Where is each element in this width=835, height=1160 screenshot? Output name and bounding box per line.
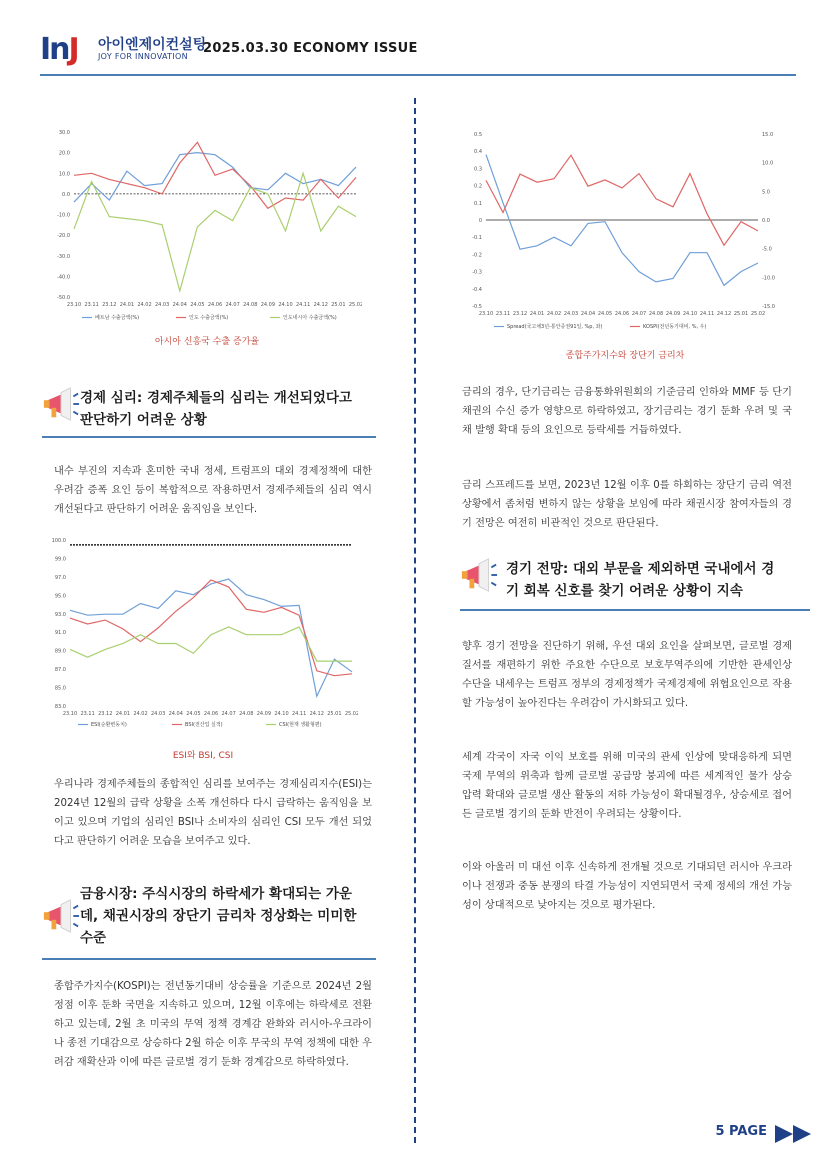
y-tick-label: 30.0	[58, 130, 70, 136]
header-divider	[40, 74, 796, 76]
export-growth-chart-svg	[52, 120, 362, 325]
x-tick-label: 24.08	[239, 711, 254, 717]
paragraph-kospi: 종합주가지수(KOSPI)는 전년동기대비 상승률을 기준으로 2024년 2월 정점 이후 둔화 국면을 지속하고 있으며, 12월 이후에는 하락세로 전환하고 있는데, 2월 초 미국의 무역 정책 경계감 완화와 러시아-우크라이나 종전 기대감으로 상승하다 2월 하순 이후 무국의 무역 정책에 대한 우려감 재확산과 이에 따른 글로벌 경기 둔화 경계감으로 하락하였다.	[54, 981, 372, 1068]
x-tick-label: 24.01	[119, 302, 135, 308]
x-tick-label: 24.07	[221, 711, 236, 717]
paragraph-outlook-3: 이와 아울러 미 대선 이후 신속하게 전개될 것으로 기대되던 러시아 우크라이나 전쟁과 중동 분쟁의 타결 가능성이 지연되면서 국제 정세의 개선 가능성이 상대적으로 낮아지는 것으로 평가된다.	[462, 862, 792, 911]
export-growth-chart	[52, 120, 362, 325]
legend-label: 인도 수출금액(%)	[189, 315, 229, 321]
company-logo: InJ	[40, 32, 78, 67]
y-tick-label: 91.0	[54, 630, 66, 637]
x-tick-label: 24.10	[274, 711, 289, 717]
series-line	[74, 173, 356, 290]
series-line	[74, 142, 356, 208]
x-tick-label: 24.11	[295, 302, 311, 308]
y-tick-label: 95.0	[54, 593, 66, 600]
y-tick-label: 0.2	[474, 183, 482, 190]
x-tick-label: 24.03	[563, 311, 579, 317]
y-tick-label: 93.0	[54, 611, 66, 618]
section-heading-outlook	[460, 556, 805, 611]
x-tick-label: 24.06	[207, 302, 223, 308]
legend-label: CSI(현재 생활형편)	[279, 722, 322, 728]
legend-label: BSI(전산업 실적)	[185, 722, 223, 728]
x-tick-label: 25.02	[344, 711, 358, 717]
section-heading-sentiment	[42, 385, 377, 440]
paragraph-spread: 금리 스프레드를 보면, 2023년 12월 이후 0를 하회하는 장단기 금리 역전 상황에서 좀처럼 변하지 않는 상황을 보임에 따라 채권시장 참여자들의 경기 전망은 여전히 비관적인 것으로 판단된다.	[462, 480, 792, 529]
megaphone-icon	[460, 556, 498, 594]
y-tick-label: 83.0	[54, 704, 66, 710]
x-tick-label: 24.09	[260, 302, 276, 308]
x-tick-label: 25.02	[348, 302, 362, 308]
logo-korean-name: 아이엔제이컨설팅	[98, 37, 207, 53]
x-tick-label: 24.10	[682, 311, 698, 317]
x-tick-label: 23.10	[478, 311, 494, 317]
x-tick-label: 24.03	[154, 302, 170, 308]
x-tick-label: 24.01	[115, 711, 131, 717]
y-tick-label: 85.0	[54, 685, 66, 692]
x-tick-label: 24.07	[631, 311, 647, 317]
x-tick-label: 24.09	[256, 711, 272, 717]
y-tick-label: 97.0	[54, 574, 66, 581]
legend-label: KOSPI(전년동기대비, %, 우)	[643, 324, 707, 330]
y-tick-label: 0.3	[474, 166, 482, 173]
x-tick-label: 24.03	[150, 711, 166, 717]
x-tick-label: 25.01	[733, 311, 749, 317]
series-line	[70, 579, 352, 696]
y-tick-label-right: -15.0	[762, 304, 775, 310]
paragraph-esi: 우리나라 경제주체들의 종합적인 심리를 보여주는 경제심리지수(ESI)는 2024년 12월의 급락 상황을 소폭 개선하다 다시 급락하는 움직임을 보이고 있으며 기업의 심리인 BSI나 소비자의 심리인 CSI 모두 개선 되었다고 판단하기 어려운 모습을 보여주고 있다.	[54, 779, 372, 847]
y-tick-label: 20.0	[58, 150, 70, 157]
y-tick-label: -20.0	[57, 233, 70, 240]
x-tick-label: 24.01	[529, 311, 545, 317]
legend-label: ESI(순환변동치)	[91, 722, 127, 728]
y-tick-label: 0	[478, 218, 482, 224]
page-number: 5 PAGE	[715, 1124, 767, 1139]
x-tick-label: 23.12	[512, 311, 528, 317]
x-tick-label: 24.06	[614, 311, 630, 317]
figure-caption-kospi: 종합주가지수와 장단기 금리차	[565, 351, 685, 361]
legend-label: 베트남 수출금액(%)	[95, 315, 140, 321]
x-tick-label: 23.11	[84, 302, 99, 308]
y-tick-label: -0.3	[472, 269, 482, 276]
next-page-arrows-icon	[775, 1123, 815, 1145]
x-tick-label: 24.05	[186, 711, 201, 717]
x-tick-label: 24.04	[580, 311, 596, 317]
section-title: 경제 심리: 경제주체들의 심리는 개선되었다고 판단하기 어려운 상황	[80, 390, 352, 428]
y-tick-label: 0.4	[474, 149, 482, 156]
x-tick-label: 24.05	[190, 302, 205, 308]
esi-bsi-csi-chart	[48, 532, 358, 732]
paragraph-sentiment-intro: 내수 부진의 지속과 혼미한 국내 정세, 트럼프의 대외 경제정책에 대한 우려감 증폭 요인 등이 복합적으로 작용하면서 경제주체들의 심리 역시 개선된다고 판단하기 어려운 움직임을 보인다.	[54, 466, 372, 515]
y-tick-label-right: 5.0	[762, 189, 770, 196]
y-tick-label-right: 0.0	[762, 218, 770, 224]
x-tick-label: 24.02	[137, 302, 152, 308]
section-title: 금융시장: 주식시장의 하락세가 확대되는 가운 데, 채권시장의 장단기 금리차 정상화는 미미한 수준	[80, 886, 357, 946]
section-rule	[42, 958, 376, 960]
series-line	[486, 155, 758, 245]
megaphone-icon	[42, 385, 80, 423]
y-tick-label-right: -10.0	[762, 275, 775, 282]
x-tick-label: 24.06	[203, 711, 219, 717]
y-tick-label: -40.0	[57, 274, 70, 281]
y-tick-label: 87.0	[54, 667, 66, 674]
legend-label: 인도네시아 수출금액(%)	[283, 315, 337, 321]
section-rule	[42, 436, 376, 438]
page-header	[40, 22, 800, 72]
x-tick-label: 24.12	[313, 302, 328, 308]
paragraph-outlook-1: 향후 경기 전망을 진단하기 위해, 우선 대외 요인을 살펴보면, 글로벌 경제질서를 재편하기 위한 주요한 수단으로 보호무역주의에 기반한 관세인상 수단을 내세우는 트럼프 정부의 경제정책가 국제경제에 위협요인으로 작용할 가능성이 높아진다는 우려감이 가시화되고 있다.	[462, 641, 792, 709]
x-tick-label: 24.07	[225, 302, 240, 308]
y-tick-label: -30.0	[57, 253, 70, 260]
y-tick-label: -0.4	[472, 286, 482, 293]
y-tick-label: 99.0	[54, 556, 66, 563]
x-tick-label: 24.05	[597, 311, 613, 317]
x-tick-label: 24.02	[133, 711, 148, 717]
x-tick-label: 24.10	[278, 302, 293, 308]
y-tick-label: -10.0	[57, 212, 70, 219]
y-tick-label: 0.5	[474, 132, 482, 138]
x-tick-label: 23.12	[98, 711, 113, 717]
y-tick-label: 10.0	[58, 171, 70, 178]
column-divider	[414, 98, 416, 1143]
y-tick-label-right: -5.0	[762, 246, 772, 253]
y-tick-label-right: 10.0	[762, 160, 774, 167]
x-tick-label: 25.02	[750, 311, 766, 317]
megaphone-icon	[42, 897, 80, 935]
kospi-spread-chart	[470, 124, 780, 334]
y-tick-label: 0.1	[474, 200, 482, 207]
y-tick-label: -0.5	[472, 304, 482, 310]
x-tick-label: 24.11	[699, 311, 715, 317]
esi-bsi-csi-chart-svg	[48, 532, 358, 732]
paragraph-outlook-2: 세계 각국이 자국 이익 보호를 위해 미국의 관세 인상에 맞대응하게 되면 국제 무역의 위축과 함께 글로벌 공급망 붕괴에 따른 세계적인 물가 상승 압력 확대와 글로벌 생산 활동의 저하 가능성이 확대될경우, 상승세로 접어든 글로벌 경기의 둔화 반전이 우려되는 상황이다.	[462, 752, 792, 820]
x-tick-label: 24.09	[665, 311, 681, 317]
paragraph-interest-rate: 금리의 경우, 단기금리는 금융통화위원회의 기준금리 인하와 MMF 등 단기채권의 수신 증가 영향으로 하락하였고, 장기금리는 경기 둔화 우려 및 국채 발행 확대 등의 요인으로 등락세를 거듭하였다.	[462, 387, 792, 436]
issue-title: 2025.03.30 ECONOMY ISSUE	[203, 41, 418, 56]
figure-caption-export: 아시아 신흥국 수출 증가율	[154, 337, 260, 347]
y-tick-label: -0.2	[472, 252, 482, 259]
x-tick-label: 23.11	[495, 311, 511, 317]
figure-caption-esi: ESI와 BSI, CSI	[172, 751, 234, 761]
x-tick-label: 24.11	[291, 711, 307, 717]
x-tick-label: 24.04	[172, 302, 187, 308]
legend-label: Spread(국고채3년-통안증권91일, %p, 좌)	[507, 324, 603, 330]
x-tick-label: 23.12	[102, 302, 117, 308]
x-tick-label: 24.02	[546, 311, 562, 317]
y-tick-label: -50.0	[57, 295, 70, 301]
series-line	[74, 153, 356, 203]
x-tick-label: 24.08	[648, 311, 664, 317]
x-tick-label: 24.08	[243, 302, 258, 308]
x-tick-label: 25.01	[331, 302, 346, 308]
section-title: 경기 전망: 대외 부문을 제외하면 국내에서 경 기 회복 신호를 찾기 어려운 상황이 지속	[506, 561, 775, 599]
x-tick-label: 24.12	[716, 311, 732, 317]
y-tick-label: 100.0	[51, 538, 66, 544]
x-tick-label: 24.12	[309, 711, 324, 717]
logo-tagline: JOY FOR INNOVATION	[98, 52, 188, 61]
x-tick-label: 23.10	[62, 711, 78, 717]
section-heading-financial	[42, 883, 377, 953]
y-tick-label: -0.1	[472, 235, 482, 242]
x-tick-label: 24.04	[168, 711, 183, 717]
series-line	[70, 627, 352, 661]
x-tick-label: 23.10	[66, 302, 82, 308]
kospi-spread-chart-svg	[470, 124, 780, 334]
x-tick-label: 23.11	[80, 711, 95, 717]
y-tick-label: 0.0	[62, 191, 70, 198]
y-tick-label-right: 15.0	[762, 132, 774, 138]
y-tick-label: 89.0	[54, 648, 66, 655]
section-rule	[460, 609, 810, 611]
x-tick-label: 25.01	[327, 711, 342, 717]
